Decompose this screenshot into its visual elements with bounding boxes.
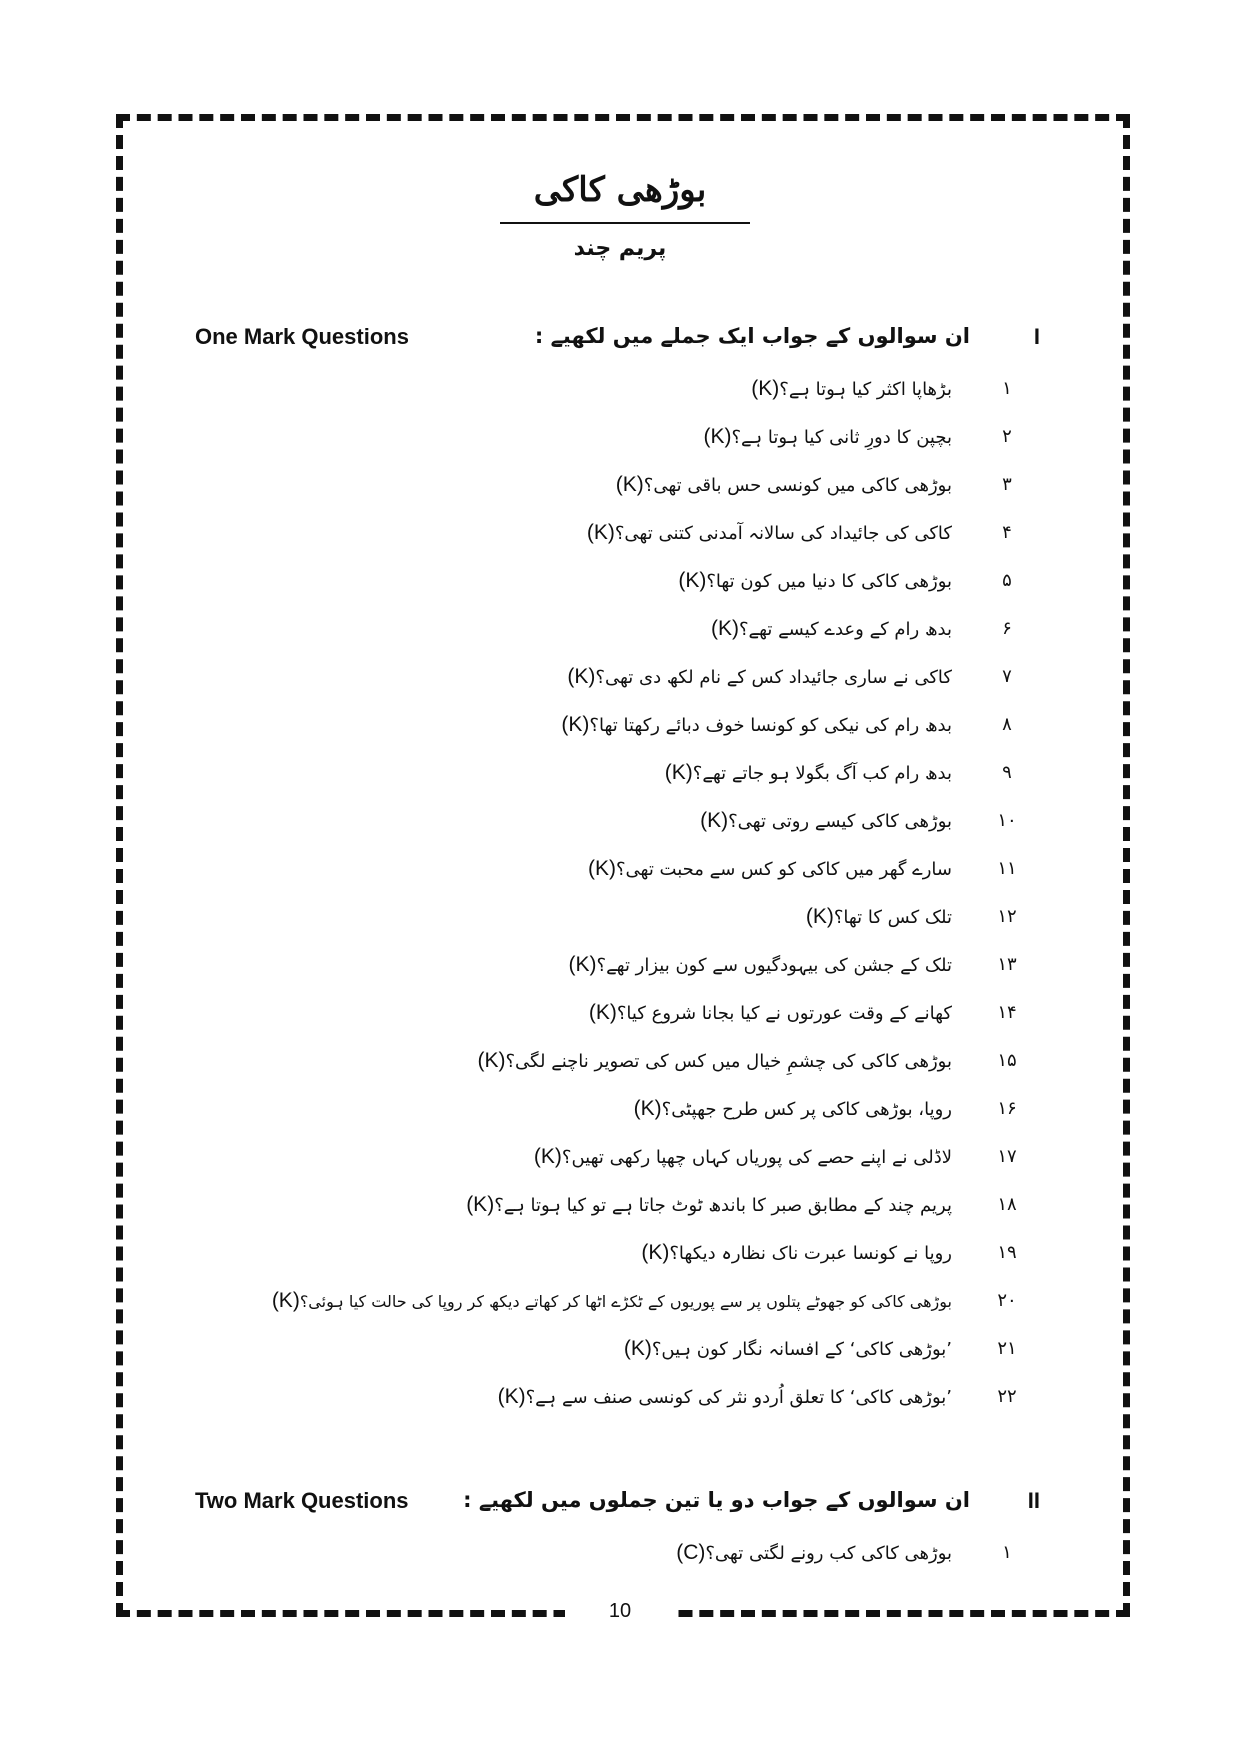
question-text: روپا نے کونسا عبرت ناک نظارہ دیکھا؟(K) — [641, 1241, 952, 1264]
question-tag: (K) — [588, 1001, 617, 1024]
question-row — [192, 566, 1012, 596]
question-row — [192, 1538, 1012, 1568]
question-number: ۱۲ — [997, 906, 1017, 927]
question-tag: (K) — [633, 1097, 662, 1120]
question-number: ۲۲ — [997, 1386, 1017, 1407]
question-tag: (K) — [615, 473, 644, 496]
question-number: ۲ — [1002, 426, 1012, 447]
question-tag: (K) — [700, 809, 729, 832]
author-name: پریم چند — [573, 236, 667, 261]
section-1-heading: ان سوالوں کے جواب ایک جملے میں لکھیے : — [534, 324, 970, 348]
question-row — [192, 422, 1012, 452]
question-tag: (K) — [703, 425, 732, 448]
question-number: ۱۳ — [997, 954, 1017, 975]
question-row — [192, 1190, 1017, 1220]
question-tag: (K) — [710, 617, 739, 640]
question-number: ۵ — [1002, 570, 1012, 591]
question-number: ۲۰ — [997, 1290, 1017, 1311]
question-row — [192, 710, 1012, 740]
question-row — [192, 662, 1012, 692]
question-row — [192, 374, 1012, 404]
question-text: کھانے کے وقت عورتوں نے کیا بجانا شروع کیا؟(K) — [588, 1001, 952, 1024]
question-number: ۳ — [1002, 474, 1012, 495]
question-tag: (K) — [805, 905, 834, 928]
question-number: ۹ — [1002, 762, 1012, 783]
question-text: بوڑھی کاکی کی چشمِ خیال میں کس کی تصویر ناچنے لگی؟(K) — [477, 1049, 952, 1072]
question-number: ۲۱ — [997, 1338, 1017, 1359]
section-1-label: One Mark Questions — [195, 324, 409, 349]
question-tag: (K) — [751, 377, 780, 400]
question-text: بوڑھی کاکی میں کونسی حس باقی تھی؟(K) — [615, 473, 952, 496]
question-tag: (K) — [561, 713, 590, 736]
question-tag: (K) — [587, 857, 616, 880]
question-tag: (K) — [623, 1337, 652, 1360]
question-text: بوڑھی کاکی کا دنیا میں کون تھا؟(K) — [678, 569, 952, 592]
question-tag: (K) — [466, 1193, 495, 1216]
question-number: ۸ — [1002, 714, 1012, 735]
section-2-number: II — [1027, 1488, 1040, 1513]
question-text: لاڈلی نے اپنے حصے کی پوریاں کہاں چھپا رکھی تھیں؟(K) — [533, 1145, 952, 1168]
question-row — [192, 614, 1012, 644]
question-tag: (C) — [676, 1541, 706, 1564]
question-row — [192, 854, 1017, 884]
question-tag: (K) — [271, 1289, 300, 1312]
question-tag: (K) — [641, 1241, 670, 1264]
question-row — [192, 902, 1017, 932]
question-row — [192, 1286, 1017, 1316]
question-number: ۱ — [1002, 1542, 1012, 1563]
question-number: ۱۰ — [997, 810, 1017, 831]
question-text: تلک کس کا تھا؟(K) — [805, 905, 952, 928]
question-text: بوڑھی کاکی کیسے روتی تھی؟(K) — [700, 809, 952, 832]
question-number: ۱۸ — [997, 1194, 1017, 1215]
question-tag: (K) — [568, 953, 597, 976]
question-text: بدھ رام کب آگ بگولا ہو جاتے تھے؟(K) — [664, 761, 952, 784]
question-number: ۱ — [1002, 378, 1012, 399]
page-title: بوڑھی کاکی — [533, 170, 707, 210]
question-row — [192, 1094, 1017, 1124]
question-text: ’بوڑھی کاکی‘ کا تعلق اُردو نثر کی کونسی صنف سے ہے؟(K) — [497, 1385, 952, 1408]
question-row — [192, 1238, 1017, 1268]
section-2-heading: ان سوالوں کے جواب دو یا تین جملوں میں لکھیے : — [463, 1488, 970, 1512]
question-number: ۱۵ — [997, 1050, 1017, 1071]
question-tag: (K) — [664, 761, 693, 784]
question-tag: (K) — [477, 1049, 506, 1072]
title-divider — [500, 222, 750, 224]
question-text: روپا، بوڑھی کاکی پر کس طرح جھپٹی؟(K) — [633, 1097, 952, 1120]
section-1-number: I — [1033, 324, 1040, 349]
question-row — [192, 806, 1017, 836]
question-tag: (K) — [678, 569, 707, 592]
page-number: 10 — [608, 1600, 632, 1622]
question-text: بدھ رام کی نیکی کو کونسا خوف دبائے رکھتا تھا؟(K) — [561, 713, 952, 736]
question-tag: (K) — [586, 521, 615, 544]
question-tag: (K) — [533, 1145, 562, 1168]
question-number: ۱۴ — [997, 1002, 1017, 1023]
question-row — [192, 470, 1012, 500]
question-text: بوڑھی کاکی کو جھوٹے پتلوں پر سے پوریوں کے ٹکڑے اٹھا کر کھاتے دیکھ کر روپا کی حالت کیا ہوئی؟(K) — [271, 1289, 952, 1312]
question-text: بڑھاپا اکثر کیا ہوتا ہے؟(K) — [751, 377, 952, 400]
question-row — [192, 518, 1012, 548]
question-row — [192, 1382, 1017, 1412]
section-2-label: Two Mark Questions — [195, 1488, 409, 1513]
question-text: بوڑھی کاکی کب رونے لگتی تھی؟(C) — [676, 1541, 952, 1564]
question-number: ۶ — [1002, 618, 1012, 639]
question-tag: (K) — [567, 665, 596, 688]
question-row — [192, 1142, 1017, 1172]
question-row — [192, 950, 1017, 980]
question-row — [192, 1334, 1017, 1364]
question-row — [192, 758, 1012, 788]
question-number: ۱۹ — [997, 1242, 1017, 1263]
question-text: بدھ رام کے وعدے کیسے تھے؟(K) — [710, 617, 952, 640]
question-number: ۴ — [1002, 522, 1012, 543]
question-text: بچپن کا دورِ ثانی کیا ہوتا ہے؟(K) — [703, 425, 952, 448]
question-number: ۱۷ — [997, 1146, 1017, 1167]
question-number: ۱۱ — [997, 858, 1017, 879]
question-text: کاکی نے ساری جائیداد کس کے نام لکھ دی تھی؟(K) — [567, 665, 952, 688]
question-text: ’بوڑھی کاکی‘ کے افسانہ نگار کون ہیں؟(K) — [623, 1337, 952, 1360]
question-text: سارے گھر میں کاکی کو کس سے محبت تھی؟(K) — [587, 857, 952, 880]
question-number: ۷ — [1002, 666, 1012, 687]
question-text: پریم چند کے مطابق صبر کا باندھ ٹوٹ جاتا ہے تو کیا ہوتا ہے؟(K) — [466, 1193, 952, 1216]
question-text: تلک کے جشن کی بیہودگیوں سے کون بیزار تھے؟(K) — [568, 953, 952, 976]
question-tag: (K) — [497, 1385, 526, 1408]
question-row — [192, 998, 1017, 1028]
question-number: ۱۶ — [997, 1098, 1017, 1119]
question-text: کاکی کی جائیداد کی سالانہ آمدنی کتنی تھی؟(K) — [586, 521, 952, 544]
question-row — [192, 1046, 1017, 1076]
